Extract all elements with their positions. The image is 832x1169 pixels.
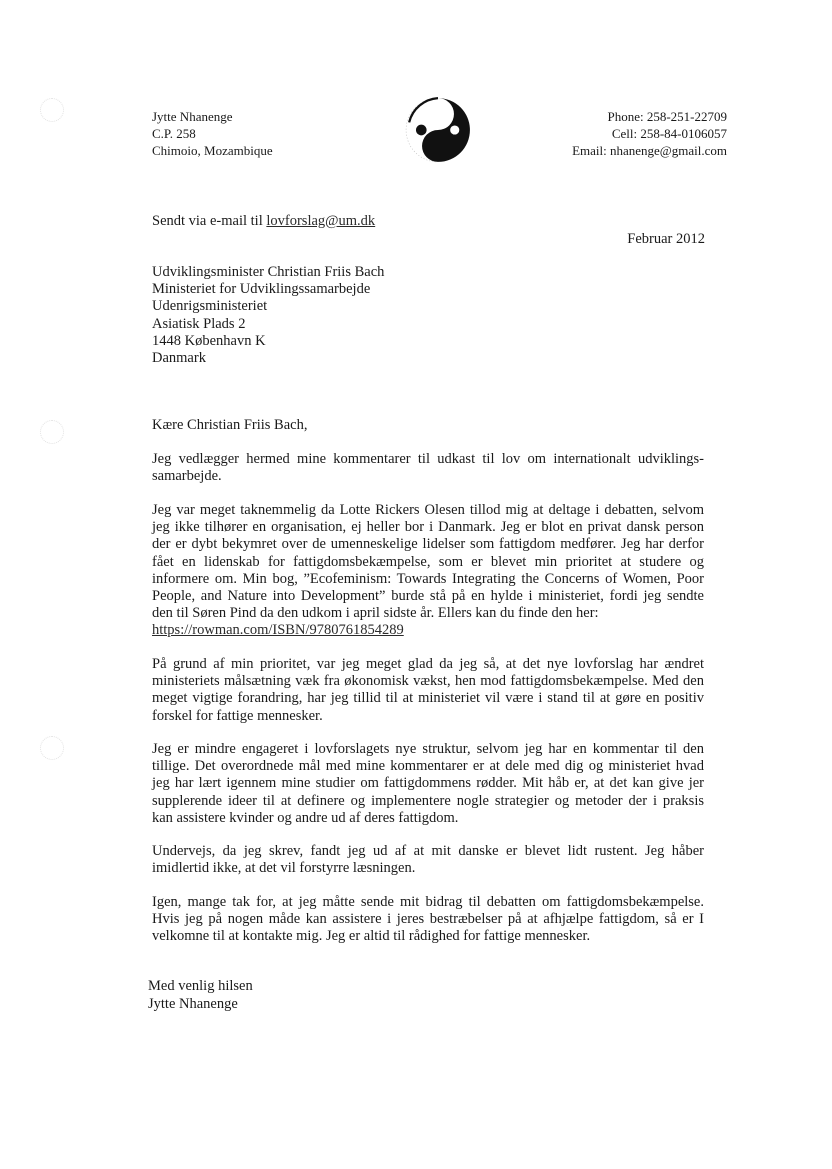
paragraph-line: tillige. Det overordnede mål med mine kommentarer er at dele med dig og ministeriet hvad: [152, 758, 704, 775]
paragraph-line: People, and Nature into Development” burde stå på en hylde i ministeriet, fordi jeg sendte: [152, 588, 704, 605]
paragraph-line: forskel for fattige mennesker.: [152, 707, 323, 724]
paragraph-line: informere om. Min bog, ”Ecofeminism: Towards Integrating the Concerns of Women, Poor: [152, 570, 704, 587]
paragraph-line: meget vigtige forandring, har jeg tillid til at ministeriet vil være i stand til at gøre en positiv: [152, 690, 704, 707]
punch-hole-mark: [40, 420, 64, 444]
body-paragraph: [152, 656, 704, 725]
recipient-line: Ministeriet for Udviklingssamarbejde: [152, 281, 371, 298]
paragraph-line: jeg ikke tilhører en organisation, ej heller bor i Danmark. Jeg er blot en privat dansk person: [152, 519, 704, 536]
letter-date: Februar 2012: [627, 231, 705, 247]
body-paragraph: [152, 741, 704, 827]
paragraph-line: Undervejs, da jeg skrev, fandt jeg ud af at mit danske er blevet lidt rustent. Jeg håber: [152, 843, 704, 859]
sender-address-line: Chimoio, Mozambique: [152, 143, 273, 158]
body-paragraph: [152, 843, 704, 877]
recipient-line: Asiatisk Plads 2: [152, 315, 246, 332]
paragraph-line: På grund af min prioritet, var jeg meget glad da jeg så, at det nye lovforslag har ændret: [152, 656, 704, 672]
paragraph-line: samarbejde.: [152, 468, 222, 485]
paragraph-line: fået en lidenskab for fattigdomsbekæmpelse, som er blevet min prioritet at studere og: [152, 553, 704, 570]
sent-via-prefix: Sendt via e-mail til: [152, 213, 267, 229]
paragraph-line: der er dybt bekymret over de umenneskelige lidelser som fattigdom medfører. Jeg har derfor: [152, 536, 704, 553]
paragraph-line: jeg har lært igennem mine studier om fattigdommens rødder. Mit håb er, at det kan give jer: [152, 775, 704, 792]
body-paragraph: [152, 451, 704, 485]
letter-closing: [148, 977, 253, 1013]
paragraph-line: imidlertid ikke, at det vil forstyrre læsningen.: [152, 860, 416, 877]
body-paragraph: [152, 894, 704, 946]
yin-yang-icon: [400, 92, 476, 168]
paragraph-line: Jeg vedlægger hermed mine kommentarer til udkast til lov om internationalt udviklings-: [152, 451, 704, 467]
paragraph-line: Jeg er mindre engageret i lovforslagets nye struktur, selvom jeg har en kommentar til den: [152, 741, 704, 757]
signature-name: Jytte Nhanenge: [148, 996, 238, 1012]
sent-via-line: [152, 213, 375, 230]
paragraph-line: Igen, mange tak for, at jeg måtte sende mit bidrag til debatten om fattigdomsbekæmpelse.: [152, 894, 704, 910]
paragraph-line: velkomne til at kontakte mig. Jeg er altid til rådighed for fattige mennesker.: [152, 928, 591, 945]
punch-hole-mark: [40, 98, 64, 122]
closing-greeting: Med venlig hilsen: [148, 978, 253, 994]
recipient-email-link[interactable]: lovforslag@um.dk: [266, 213, 376, 229]
paragraph-line: supplerende ideer til at definere og implementere nogle strategier og metoder der i praksis: [152, 792, 704, 809]
paragraph-line: Jeg var meget taknemmelig da Lotte Rickers Olesen tillod mig at deltage i debatten, selvom: [152, 502, 704, 518]
punch-hole-mark: [40, 736, 64, 760]
cell-number: Cell: 258-84-0106057: [611, 126, 727, 141]
email-address: Email: nhanenge@gmail.com: [572, 143, 727, 158]
recipient-line: Danmark: [152, 350, 206, 367]
sender-name: Jytte Nhanenge: [152, 109, 233, 124]
paragraph-line: Hvis jeg på nogen måde kan assistere i jeres bestræbelser på at afhjælpe fattigdom, så er I: [152, 911, 704, 928]
recipient-line: Udenrigsministeriet: [152, 298, 268, 315]
book-url-link[interactable]: https://rowman.com/ISBN/9780761854289: [152, 622, 404, 639]
sender-address-line: C.P. 258: [152, 126, 196, 141]
recipient-address: [152, 264, 384, 367]
paragraph-line: den til Søren Pind da den udkom i april sidste år. Ellers kan du finde den her:: [152, 605, 599, 622]
contact-info: [572, 108, 727, 159]
sender-address: [152, 108, 273, 159]
paragraph-line: kan assistere kvinder og andre ud af deres fattigdom.: [152, 809, 459, 826]
paragraph-line: ministeriets målsætning væk fra økonomisk vækst, hen mod fattigdomsbekæmpelse. Med den: [152, 673, 704, 690]
recipient-line: Udviklingsminister Christian Friis Bach: [152, 264, 385, 280]
phone-number: Phone: 258-251-22709: [607, 109, 727, 124]
salutation: Kære Christian Friis Bach,: [152, 417, 308, 433]
body-paragraph: [152, 502, 704, 640]
recipient-line: 1448 København K: [152, 332, 266, 349]
